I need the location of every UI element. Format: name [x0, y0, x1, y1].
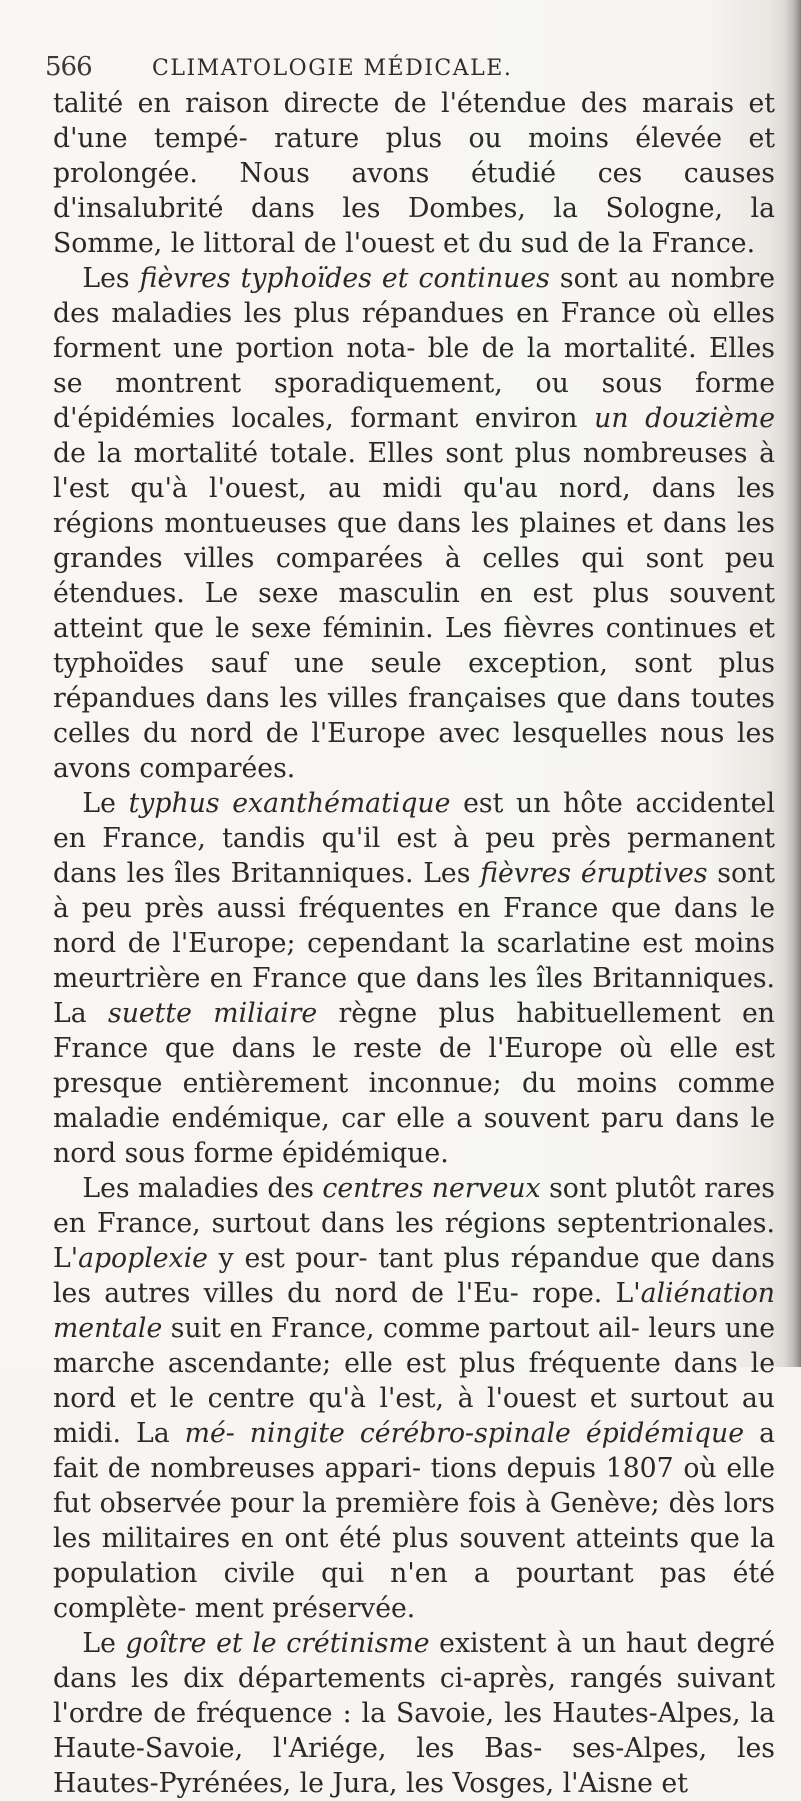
body-text	[53, 86, 775, 1801]
italic-term: typhus exanthématique	[128, 788, 451, 819]
italic-term: fièvres typhoïdes et continues	[139, 263, 550, 294]
text-run: est un hôte accidentel en France, tandis qu'il est à peu près permanent dans les îles Britanniques. Les	[53, 788, 775, 889]
text-run: sont à peu près aussi fréquentes en France que dans le nord de l'Europe; cependant la scarlatine est moins meurtrière en France que dans les îles Britanniques. La	[53, 858, 775, 1029]
italic-term: goître et le crétinisme	[125, 1628, 430, 1659]
text-run: Le	[82, 1628, 126, 1659]
page-edge-shadow	[785, 0, 801, 1367]
running-head: CLIMATOLOGIE MÉDICALE.	[152, 56, 513, 81]
text-run: Les maladies des	[82, 1173, 323, 1204]
paragraph	[53, 786, 775, 1171]
italic-term: aliénation mentale	[53, 1278, 775, 1344]
italic-term: centres nerveux	[322, 1173, 541, 1204]
text-run: règne plus habituellement en France que dans le reste de l'Europe où elle est presque entièrement inconnue; du moins comme maladie endémique, car elle a souvent paru dans le nord sous forme épidémique.	[53, 998, 775, 1169]
text-run: sont plutôt rares en France, surtout dans les régions septentrionales. L'	[53, 1173, 775, 1274]
paragraph	[53, 1626, 775, 1801]
page-number: 566	[45, 52, 92, 82]
text-run: suit en France, comme partout ail- leurs une marche ascendante; elle est plus fréquente dans le nord et le centre qu'à l'est, à l'ouest et surtout au midi. La	[53, 1313, 775, 1449]
italic-term: fièvres éruptives	[480, 858, 708, 889]
paragraph	[53, 86, 775, 261]
italic-term: un douzième	[594, 403, 775, 434]
italic-term: mé- ningite cérébro-spinale épidémique	[184, 1418, 745, 1449]
page-header	[0, 48, 801, 82]
text-run: sont au nombre des maladies les plus répandues en France où elles forment une portion nota- ble de la mortalité. Elles se montrent sporadiquement, ou sous forme d'épidémies locales, formant environ	[53, 263, 775, 434]
text-run: Le	[82, 788, 129, 819]
text-run: talité en raison directe de l'étendue des marais et d'une tempé- rature plus ou moins élevée et prolongée. Nous avons étudié ces causes d'insalubrité dans les Dombes, la Sologne, la Somme, le littoral de l'ouest et du sud de la France.	[53, 88, 775, 259]
italic-term: apoplexie	[78, 1243, 208, 1274]
italic-term: suette miliaire	[108, 998, 318, 1029]
paragraph	[53, 1171, 775, 1626]
text-run: a fait de nombreuses appari- tions depuis 1807 où elle fut observée pour la première fois à Genève; dès lors les militaires en ont été plus souvent atteints que la population civile qui n'en a pourtant pas été complète- ment préservée.	[53, 1418, 775, 1624]
text-run: y est pour- tant plus répandue que dans les autres villes du nord de l'Eu- rope. L'	[53, 1243, 775, 1309]
text-run: existent à un haut degré dans les dix départements ci-après, rangés suivant l'ordre de fréquence : la Savoie, les Hautes-Alpes, la Haute-Savoie, l'Ariége, les Bas- ses-Alpes, les Hautes-Pyrénées, le Jura, les Vosges, l'Aisne et	[53, 1628, 776, 1799]
text-run: de la mortalité totale. Elles sont plus nombreuses à l'est qu'à l'ouest, au midi qu'au nord, dans les régions montueuses que dans les plaines et dans les grandes villes comparées à celles qui sont peu étendues. Le sexe masculin en est plus souvent atteint que le sexe féminin. Les fièvres continues et typhoïdes sauf une seule exception, sont plus répandues dans les villes françaises que dans toutes celles du nord de l'Europe avec lesquelles nous les avons comparées.	[53, 438, 775, 784]
text-run: Les	[82, 263, 140, 294]
paragraph	[53, 261, 775, 786]
